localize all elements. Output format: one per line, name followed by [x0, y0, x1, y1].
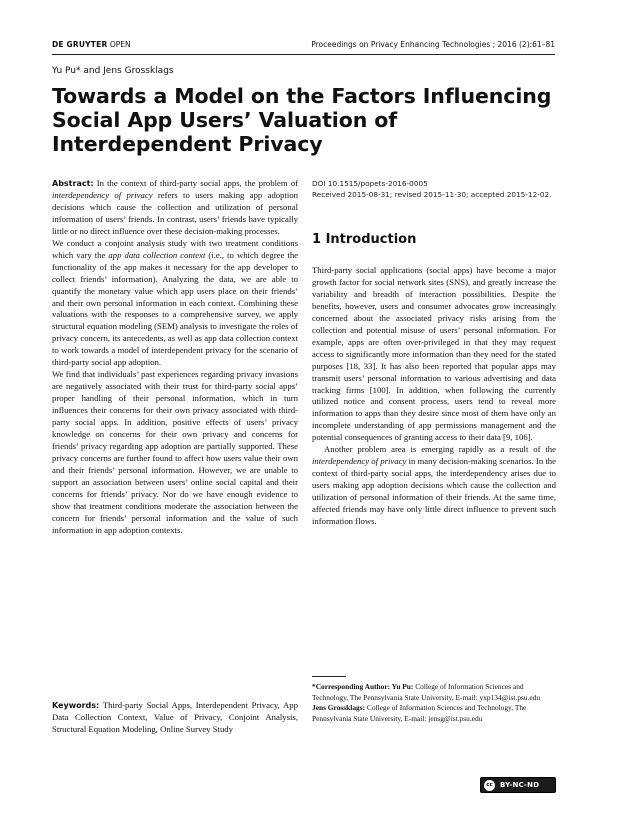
introduction-body — [312, 265, 556, 528]
section-heading-introduction: 1 Introduction — [312, 232, 417, 247]
abstract-paragraph-3: We find that individuals’ past experiences regarding privacy invasions are negatively associated with their trust for third-party social apps’ proper handling of their personal information, which in turn influences their concerns for their own privacy associated with third-party social apps. In addition, positive effects of users’ privacy knowledge on concerns for their own privacy and concerns for friends’ privacy regarding app adoption are partially supported. These privacy concerns are further found to affect how users value their own and their friends’ personal information. However, we are unable to support an association between users’ online social capital and their concerns for friends’ privacy. Nor do we have enough evidence to show that treatment conditions moderate the association between the concern for friends’ personal information and the value of such information in app adoption contexts. — [52, 369, 298, 535]
footnote-corresponding-author: *Corresponding Author: Yu Pu: College of Information Sciences and Technology, The Pennsylvania State University, E-mail: yxp134@ist.psu.edu — [312, 682, 541, 702]
intro-paragraph-2: Another problem area is emerging rapidly as a result of the interdependency of privacy in many decision-making scenarios. In the context of third-party social apps, the interdependency arises due to users making app adoption decisions which cause the collection and utilization of personal information of their friends. At the same time, affected friends may have only little direct influence to prevent such information flows. — [312, 444, 556, 527]
footnotes — [312, 682, 556, 724]
doi: DOI 10.1515/popets-2016-0005 — [312, 179, 428, 188]
abstract-label: Abstract: — [52, 179, 94, 188]
license-text: BY-NC-ND — [500, 781, 540, 789]
footnote-coauthor: Jens Grossklags: College of Information Sciences and Technology, The Pennsylvania State University, E-mail: jensg@ist.psu.edu — [312, 703, 527, 723]
abstract-paragraph-1: Abstract: In the context of third-party social apps, the problem of interdependency of privacy refers to users making app adoption decisions which cause the collection and utilization of personal information of users’ friends. In contrast, users’ friends have typically little or no direct influence over these decision-making processes. — [52, 178, 299, 236]
authors: Yu Pu* and Jens Grossklags — [52, 66, 174, 76]
publisher: DE GRUYTER OPEN — [52, 40, 131, 49]
journal-citation: Proceedings on Privacy Enhancing Technologies ; 2016 (2):61–81 — [311, 40, 555, 49]
abstract — [52, 178, 298, 537]
running-header — [52, 38, 555, 52]
footnote-rule — [312, 676, 346, 677]
intro-paragraph-1: Third-party social applications (social apps) have become a major growth factor for social network sites (SNS), and greatly increase the variability and breadth of interaction possibilities. Despite the benefits, however, users and consumer advocates grow increasingly concerned about the associated privacy risks arising from the collection and potential misuse of users’ personal information. For example, apps are often over-privileged in that they may request access to significantly more information than they need for the stated purposes [18, 33]. It has also been reported that popular apps may transmit users’ personal information to various advertising and data tracking firms [100]. In addition, when following the currently utilized notice and consent process, users tend to reveal more information to apps than they desire since most of them have only an incomplete understanding of app permissions management and the potential consequences of granting access to their data [9, 106]. — [312, 265, 556, 443]
keywords-text: Third-party Social Apps, Interdependent Privacy, App Data Collection Context, Value of Privacy, Conjoint Analysis, Structural Equation Modeling, Online Survey Study — [52, 700, 298, 734]
keywords-label: Keywords: — [52, 701, 100, 710]
cc-license-badge[interactable] — [480, 777, 556, 793]
paper-title: Towards a Model on the Factors Influencing Social App Users’ Valuation of Interdependent Privacy — [52, 84, 552, 156]
keywords — [52, 700, 298, 736]
article-meta — [312, 178, 556, 200]
header-rule — [52, 54, 555, 55]
creative-commons-icon: cc — [484, 780, 495, 791]
abstract-paragraph-2: We conduct a conjoint analysis study with two treatment conditions which vary the app data collection context (i.e., to which degree the functionality of the app makes it necessary for the app developer to collect friends’ information). Analyzing the data, we are able to quantify the monetary value which app users place on their friends’ and their own personal information in each context. Combining these valuations with the responses to a comprehensive survey, we apply structural equation modeling (SEM) analysis to investigate the roles of privacy concern, its antecedents, as well as app data collection context to work towards a model of interdependent privacy for the scenario of third-party social app adoption. — [52, 237, 299, 368]
received-dates: Received 2015-08-31; revised 2015-11-30; accepted 2015-12-02. — [312, 190, 552, 199]
